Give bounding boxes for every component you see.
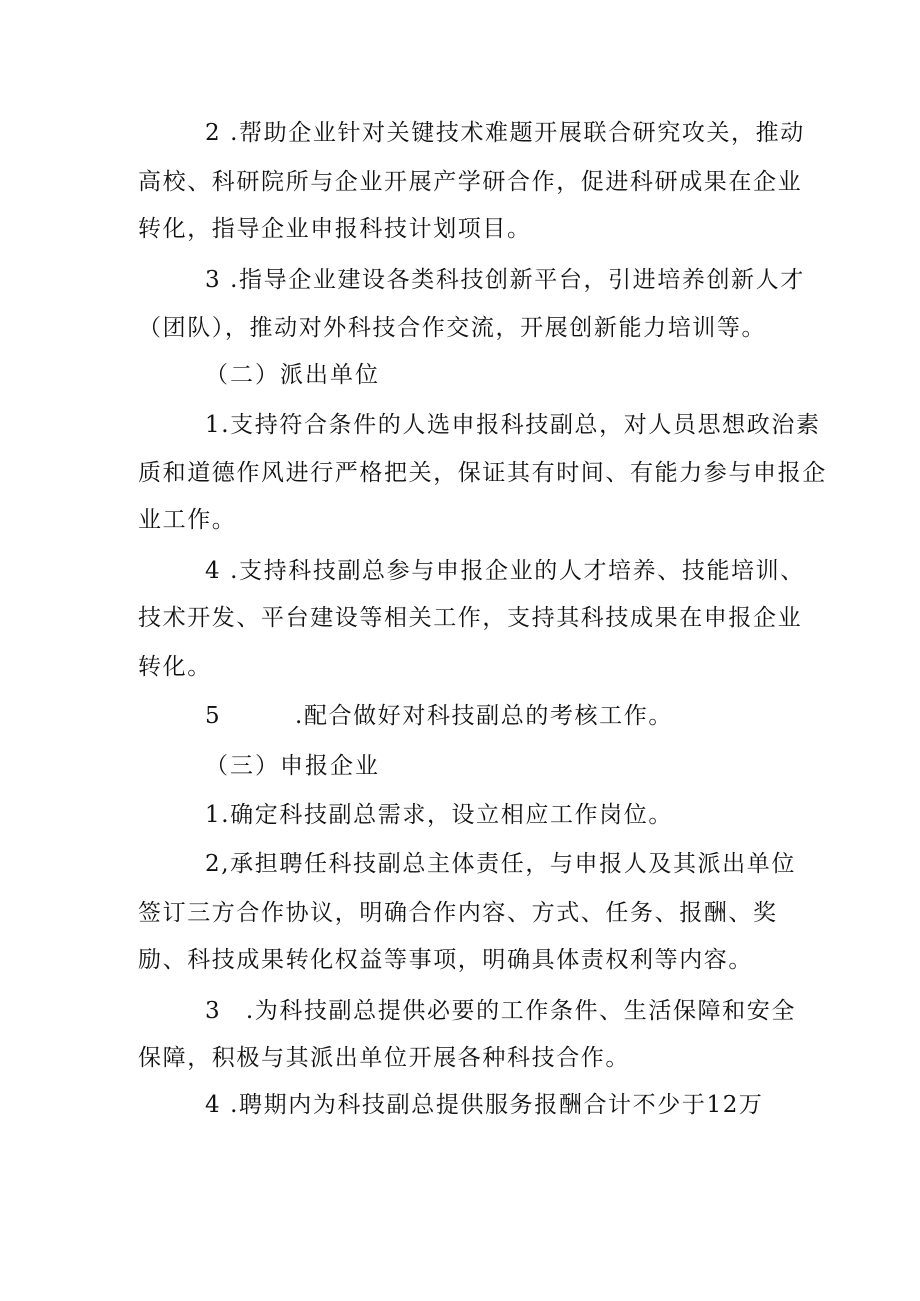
- paragraph-line: 4 .支持科技副总参与申报企业的人才培养、技能培训、: [205, 558, 805, 584]
- paragraph-line: 质和道德作风进行严格把关，保证其有时间、有能力参与申报企: [138, 460, 827, 486]
- paragraph-line: 1.确定科技副总需求，设立相应工作岗位。: [205, 802, 673, 828]
- paragraph-line: 转化，指导企业申报科技计划项目。: [138, 216, 532, 242]
- paragraph-line: 4 .聘期内为科技副总提供服务报酬合计不少于12万: [205, 1092, 764, 1118]
- paragraph-line: 高校、科研院所与企业开展产学研合作，促进科研成果在企业: [138, 169, 803, 195]
- paragraph-line: 励、科技成果转化权益等事项，明确具体责权利等内容。: [138, 947, 753, 973]
- paragraph-line: 保障，积极与其派出单位开展各种科技合作。: [138, 1045, 630, 1071]
- paragraph-line: 技术开发、平台建设等相关工作，支持其科技成果在申报企业: [138, 605, 803, 631]
- paragraph-line: 业工作。: [138, 507, 237, 533]
- paragraph-line: 1.支持符合条件的人选申报科技副总，对人员思想政治素: [205, 412, 821, 438]
- paragraph-line: （团队），推动对外科技合作交流，开展创新能力培训等。: [138, 315, 767, 341]
- paragraph-line: 5 .配合做好对科技副总的考核工作。: [205, 703, 673, 729]
- paragraph-line: 2,承担聘任科技副总主体责任，与申报人及其派出单位: [205, 851, 796, 877]
- paragraph-line: 签订三方合作协议，明确合作内容、方式、任务、报酬、奖: [138, 900, 778, 926]
- paragraph-line: 转化。: [138, 654, 212, 680]
- paragraph-line: 3 .为科技副总提供必要的工作条件、生活保障和安全: [205, 998, 796, 1024]
- section-heading: （三）申报企业: [205, 753, 380, 779]
- section-heading: （二）派出单位: [205, 362, 380, 388]
- paragraph-line: 2 .帮助企业针对关键技术难题开展联合研究攻关，推动: [205, 120, 805, 146]
- paragraph-line: 3 .指导企业建设各类科技创新平台，引进培养创新人才: [205, 267, 805, 293]
